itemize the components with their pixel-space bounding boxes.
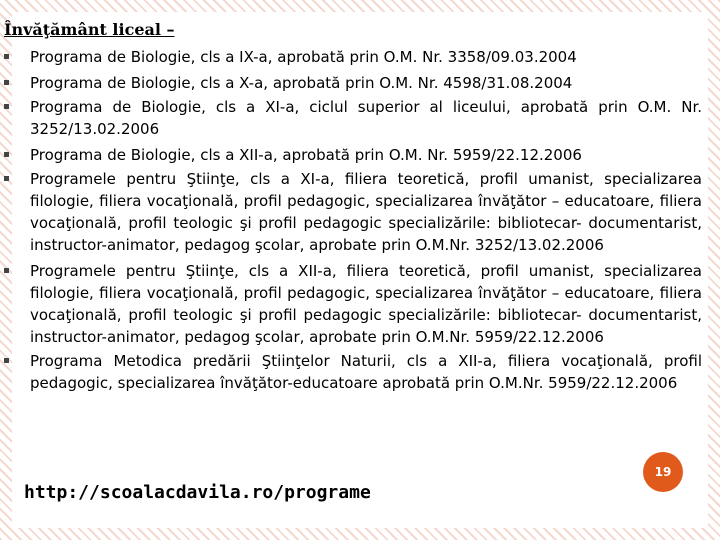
bullet-icon (4, 80, 9, 85)
page-title: Învăţământ liceal – (4, 20, 175, 39)
list-item-text: Programa de Biologie, cls a IX-a, aprobată prin O.M. Nr. 3358/09.03.2004 (30, 48, 577, 66)
list-item (0, 260, 708, 348)
list-item-text: Programa de Biologie, cls a XII-a, aprobată prin O.M. Nr. 5959/22.12.2006 (30, 146, 582, 164)
list-item (0, 96, 708, 140)
list-item (0, 144, 708, 166)
list-item-text: Programa Metodica predării Ştiinţelor Naturii, cls a XII-a, filiera vocaţională, profil pedagogic, specializarea învăţător-educatoare aprobată prin O.M.Nr. 5959/22.12.2006 (30, 352, 702, 392)
list-item (0, 72, 708, 94)
bullet-icon (4, 358, 9, 363)
list-item (0, 350, 708, 394)
bullet-icon (4, 104, 9, 109)
list-item (0, 168, 708, 256)
bullet-icon (4, 152, 9, 157)
program-list (0, 46, 708, 396)
page-number-badge: 19 (643, 452, 683, 492)
bullet-icon (4, 268, 9, 273)
source-link[interactable]: http://scoalacdavila.ro/programe (24, 482, 371, 503)
list-item (0, 46, 708, 68)
list-item-text: Programa de Biologie, cls a X-a, aprobată prin O.M. Nr. 4598/31.08.2004 (30, 74, 573, 92)
list-item-text: Programele pentru Ştiinţe, cls a XI-a, filiera teoretică, profil umanist, specializarea filologie, filiera vocaţională, profil pedagogic, specializarea învăţător – educatoare, filiera vocaţională, profil teologic şi profil pedagogic specializările: bibliotecar- documentarist, instructor-animator, pedagog şcolar, aprobate prin O.M.Nr. 3252/13.02.2006 (30, 170, 702, 254)
list-item-text: Programele pentru Ştiinţe, cls a XII-a, filiera teoretică, profil umanist, specializarea filologie, filiera vocaţională, profil pedagogic, specializarea învăţător – educatoare, filiera vocaţională, profil teologic şi profil pedagogic specializările: bibliotecar- documentarist, instructor-animator, pedagog şcolar, aprobate prin O.M.Nr. 5959/22.12.2006 (30, 262, 702, 346)
bullet-icon (4, 176, 9, 181)
bullet-icon (4, 54, 9, 59)
list-item-text: Programa de Biologie, cls a XI-a, ciclul superior al liceului, aprobată prin O.M. Nr. 3252/13.02.2006 (30, 98, 702, 138)
